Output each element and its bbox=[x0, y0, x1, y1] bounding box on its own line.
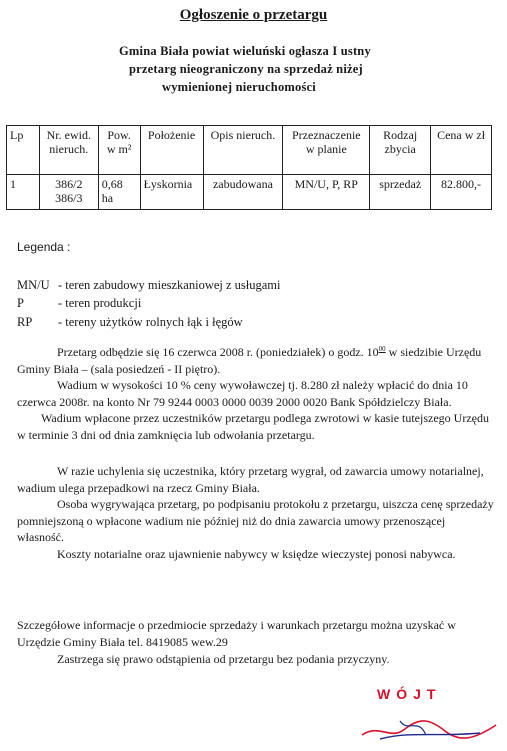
header-line-1: Gmina Biała powiat wieluński ogłasza I ustny bbox=[119, 44, 371, 58]
cell-pow: 0,68 ha bbox=[98, 175, 140, 210]
legend-item bbox=[17, 315, 243, 330]
payment-paragraph: Osoba wygrywająca przetarg, po podpisaniu protokołu z przetargu, uiszcza cenę sprzedaży pomniejszoną o wpłacone wadium nie później niż do dnia zawarcia umowy przenoszącej własność. bbox=[17, 497, 494, 544]
legend-title: Legenda : bbox=[17, 240, 71, 254]
notary-costs-paragraph: Koszty notarialne oraz ujawnienie nabywcy w księdze wieczystej ponosi nabywca. bbox=[57, 547, 456, 561]
reservation-paragraph: Zastrzega się prawo odstąpienia od przetargu bez podania przyczyny. bbox=[57, 652, 390, 666]
auction-date-paragraph bbox=[17, 344, 495, 377]
deposit-refund-paragraph: Wadium wpłacone przez uczestników przetargu podlega zwrotowi w kasie tutejszego Urzędu w terminie 3 dni od dnia zamknięcia lub odwołania przetargu. bbox=[17, 411, 489, 442]
column-header-polozenie: Położenie bbox=[140, 126, 203, 175]
legend-code: RP bbox=[17, 315, 33, 329]
table-header-row bbox=[7, 126, 492, 175]
cell-opis: zabudowana bbox=[203, 175, 283, 210]
signature-stamp bbox=[360, 713, 500, 743]
header-line-3: wymienionej nieruchomości bbox=[162, 80, 316, 94]
cell-polozenie: Łyskornia bbox=[140, 175, 203, 210]
table-row bbox=[7, 175, 492, 210]
deposit-paragraph: Wadium w wysokości 10 % ceny wywoławczej tj. 8.280 zł należy wpłacić do dnia 10 czerwca 2008r. na konto Nr 79 9244 0003 0000 0039 2000 0020 Bank Spółdzielczy Biała. bbox=[17, 378, 468, 409]
legend-desc: - tereny użytków rolnych łąk i łęgów bbox=[58, 315, 243, 329]
auction-venue-text: w siedzibie Urzędu Gminy Biała – (sala posiedzeń - II piętro). bbox=[17, 345, 482, 376]
column-header-pow: Pow. w m² bbox=[98, 126, 140, 175]
property-table bbox=[6, 125, 492, 210]
header-line-2: przetarg nieograniczony na sprzedaż niżej bbox=[129, 62, 363, 76]
legend-item bbox=[17, 296, 141, 311]
auction-details-block bbox=[17, 344, 495, 443]
legend-desc: - teren produkcji bbox=[58, 296, 142, 310]
document-title: Ogłoszenie o przetargu bbox=[179, 7, 328, 23]
legend-code: P bbox=[17, 296, 24, 310]
column-header-nr: Nr. ewid. nieruch. bbox=[39, 126, 98, 175]
cell-nr: 386/2 386/3 bbox=[39, 175, 98, 210]
legend-code: MN/U bbox=[17, 278, 50, 292]
column-header-rodzaj: Rodzaj zbycia bbox=[370, 126, 431, 175]
auction-date-text: Przetarg odbędzie się 16 czerwca 2008 r. (poniedziałek) o godz. 10 bbox=[57, 345, 379, 359]
forfeit-paragraph: W razie uchylenia się uczestnika, który przetarg wygrał, od zawarcia umowy notarialnej, wadium ulega przepadkowi na rzecz Gminy Biała. bbox=[17, 464, 484, 495]
cell-rodzaj: sprzedaż bbox=[370, 175, 431, 210]
legend-desc: - teren zabudowy mieszkaniowej z usługami bbox=[58, 278, 281, 292]
column-header-przeznaczenie: Przeznaczenie w planie bbox=[283, 126, 370, 175]
column-header-opis: Opis nieruch. bbox=[203, 126, 283, 175]
column-header-lp: Lp bbox=[7, 126, 40, 175]
cell-przeznaczenie: MN/U, P, RP bbox=[283, 175, 370, 210]
contact-info-paragraph: Szczegółowe informacje o przedmiocie sprzedaży i warunkach przetargu można uzyskać w Urzędzie Gminy Biała tel. 8419085 wew.29 bbox=[17, 618, 456, 649]
legend-item bbox=[17, 278, 281, 293]
hour-minutes: 00 bbox=[378, 345, 386, 353]
cell-cena: 82.800,- bbox=[431, 175, 492, 210]
cell-lp: 1 bbox=[7, 175, 40, 210]
official-stamp-title: WÓJT bbox=[377, 686, 442, 702]
column-header-cena: Cena w zł bbox=[431, 126, 492, 175]
